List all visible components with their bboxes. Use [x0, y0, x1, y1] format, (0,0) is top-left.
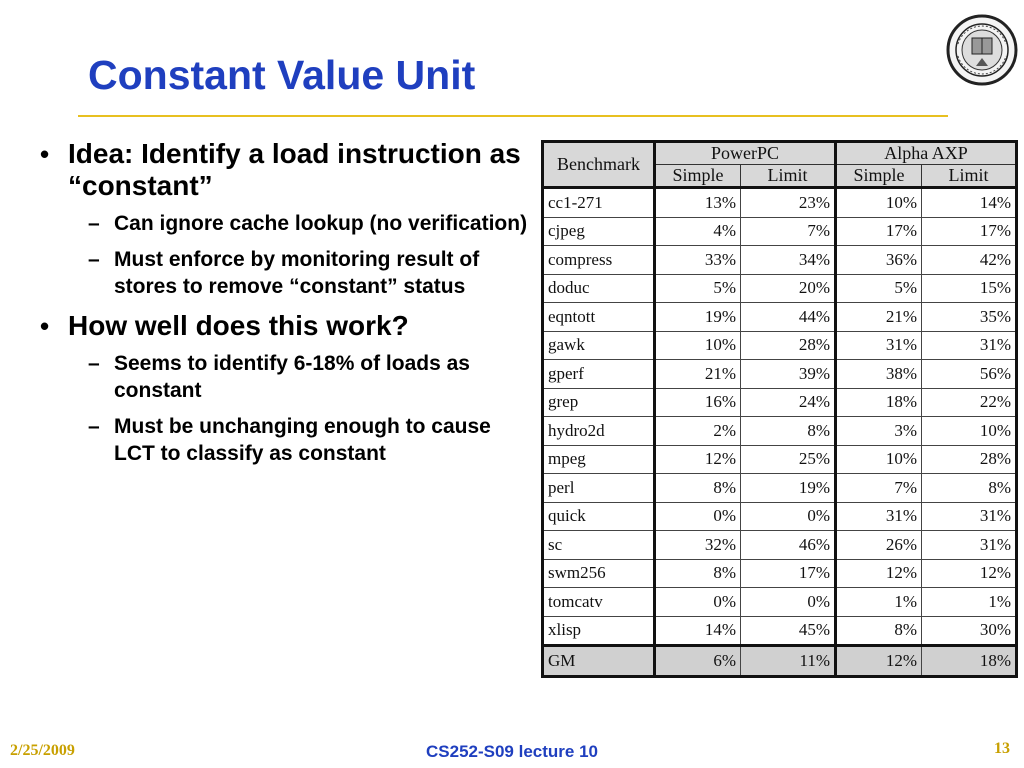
powerpc-limit-cell: 0% [741, 588, 836, 617]
footer-date: 2/25/2009 [10, 742, 75, 759]
alpha-simple-cell: 12% [836, 646, 922, 677]
benchmark-name-cell: eqntott [543, 303, 655, 332]
alpha-simple-cell: 31% [836, 502, 922, 531]
powerpc-simple-cell: 16% [655, 388, 741, 417]
bullet-text: Idea: Identify a load instruction as “constant” [68, 138, 521, 201]
sub-bullet-glyph: – [88, 352, 100, 375]
header-powerpc-limit: Limit [741, 165, 836, 188]
alpha-limit-cell: 42% [922, 246, 1017, 275]
alpha-simple-cell: 7% [836, 474, 922, 503]
benchmark-name-cell: GM [543, 646, 655, 677]
table-group-header-row [543, 142, 1017, 165]
powerpc-simple-cell: 19% [655, 303, 741, 332]
table-row [543, 559, 1017, 588]
alpha-limit-cell: 10% [922, 417, 1017, 446]
sub-bullet-list [68, 350, 530, 467]
header-benchmark: Benchmark [543, 142, 655, 188]
table-row [543, 360, 1017, 389]
powerpc-limit-cell: 25% [741, 445, 836, 474]
table-row [543, 217, 1017, 246]
benchmark-name-cell: xlisp [543, 616, 655, 646]
university-seal-icon [946, 14, 1018, 86]
powerpc-limit-cell: 39% [741, 360, 836, 389]
alpha-limit-cell: 31% [922, 502, 1017, 531]
benchmark-name-cell: sc [543, 531, 655, 560]
powerpc-simple-cell: 4% [655, 217, 741, 246]
powerpc-limit-cell: 44% [741, 303, 836, 332]
powerpc-simple-cell: 10% [655, 331, 741, 360]
sub-bullet-item [68, 413, 530, 467]
sub-bullet-text: Can ignore cache lookup (no verification) [114, 212, 528, 235]
powerpc-simple-cell: 5% [655, 274, 741, 303]
table-row [543, 246, 1017, 275]
table-row [543, 445, 1017, 474]
table-row [543, 388, 1017, 417]
alpha-limit-cell: 15% [922, 274, 1017, 303]
alpha-limit-cell: 28% [922, 445, 1017, 474]
bullet-glyph: • [40, 139, 50, 169]
alpha-simple-cell: 38% [836, 360, 922, 389]
alpha-simple-cell: 10% [836, 188, 922, 218]
sub-bullet-item [68, 246, 530, 300]
alpha-simple-cell: 36% [836, 246, 922, 275]
sub-bullet-item [68, 350, 530, 404]
powerpc-limit-cell: 11% [741, 646, 836, 677]
alpha-simple-cell: 26% [836, 531, 922, 560]
powerpc-simple-cell: 0% [655, 588, 741, 617]
table-row [543, 188, 1017, 218]
bullet-glyph: • [40, 311, 50, 341]
alpha-limit-cell: 1% [922, 588, 1017, 617]
sub-bullet-item [68, 210, 530, 237]
powerpc-limit-cell: 0% [741, 502, 836, 531]
alpha-limit-cell: 31% [922, 531, 1017, 560]
alpha-limit-cell: 18% [922, 646, 1017, 677]
bullet-list [38, 138, 530, 477]
alpha-limit-cell: 12% [922, 559, 1017, 588]
sub-bullet-glyph: – [88, 248, 100, 271]
powerpc-limit-cell: 28% [741, 331, 836, 360]
alpha-simple-cell: 31% [836, 331, 922, 360]
alpha-limit-cell: 31% [922, 331, 1017, 360]
powerpc-limit-cell: 24% [741, 388, 836, 417]
alpha-simple-cell: 10% [836, 445, 922, 474]
table-row [543, 303, 1017, 332]
benchmark-name-cell: tomcatv [543, 588, 655, 617]
powerpc-simple-cell: 12% [655, 445, 741, 474]
alpha-limit-cell: 35% [922, 303, 1017, 332]
alpha-simple-cell: 12% [836, 559, 922, 588]
table-row [543, 331, 1017, 360]
benchmark-name-cell: hydro2d [543, 417, 655, 446]
header-group-alpha: Alpha AXP [836, 142, 1017, 165]
benchmark-name-cell: swm256 [543, 559, 655, 588]
benchmark-name-cell: doduc [543, 274, 655, 303]
bullet-item [38, 138, 530, 300]
sub-bullet-glyph: – [88, 415, 100, 438]
table-body [543, 188, 1017, 677]
powerpc-limit-cell: 45% [741, 616, 836, 646]
table-row [543, 531, 1017, 560]
alpha-limit-cell: 8% [922, 474, 1017, 503]
table-row [543, 588, 1017, 617]
powerpc-limit-cell: 20% [741, 274, 836, 303]
alpha-limit-cell: 22% [922, 388, 1017, 417]
powerpc-simple-cell: 32% [655, 531, 741, 560]
header-powerpc-simple: Simple [655, 165, 741, 188]
footer-page-number: 13 [994, 740, 1010, 757]
alpha-simple-cell: 21% [836, 303, 922, 332]
sub-bullet-text: Must enforce by monitoring result of stores to remove “constant” status [114, 248, 480, 298]
alpha-simple-cell: 17% [836, 217, 922, 246]
alpha-simple-cell: 8% [836, 616, 922, 646]
powerpc-simple-cell: 8% [655, 559, 741, 588]
header-alpha-limit: Limit [922, 165, 1017, 188]
benchmark-name-cell: gperf [543, 360, 655, 389]
benchmark-name-cell: gawk [543, 331, 655, 360]
alpha-limit-cell: 56% [922, 360, 1017, 389]
bullet-text: How well does this work? [68, 310, 409, 341]
benchmark-name-cell: cjpeg [543, 217, 655, 246]
sub-bullet-text: Seems to identify 6-18% of loads as constant [114, 352, 470, 402]
benchmark-name-cell: perl [543, 474, 655, 503]
header-alpha-simple: Simple [836, 165, 922, 188]
table-row [543, 474, 1017, 503]
powerpc-simple-cell: 2% [655, 417, 741, 446]
benchmark-name-cell: compress [543, 246, 655, 275]
slide-title: Constant Value Unit [88, 52, 476, 98]
sub-bullet-text: Must be unchanging enough to cause LCT to classify as constant [114, 415, 491, 465]
alpha-simple-cell: 5% [836, 274, 922, 303]
powerpc-limit-cell: 19% [741, 474, 836, 503]
powerpc-simple-cell: 13% [655, 188, 741, 218]
header-group-powerpc: PowerPC [655, 142, 836, 165]
powerpc-limit-cell: 23% [741, 188, 836, 218]
table-row [543, 274, 1017, 303]
powerpc-limit-cell: 8% [741, 417, 836, 446]
benchmark-name-cell: mpeg [543, 445, 655, 474]
bullet-item [38, 310, 530, 467]
powerpc-simple-cell: 6% [655, 646, 741, 677]
table-row [543, 502, 1017, 531]
sub-bullet-list [68, 210, 530, 300]
table-row [543, 616, 1017, 646]
sub-bullet-glyph: – [88, 212, 100, 235]
powerpc-simple-cell: 21% [655, 360, 741, 389]
title-underline [78, 115, 948, 117]
alpha-limit-cell: 14% [922, 188, 1017, 218]
benchmark-table [541, 140, 1018, 678]
alpha-limit-cell: 30% [922, 616, 1017, 646]
table-summary-row [543, 646, 1017, 677]
powerpc-limit-cell: 46% [741, 531, 836, 560]
powerpc-simple-cell: 0% [655, 502, 741, 531]
powerpc-simple-cell: 33% [655, 246, 741, 275]
powerpc-simple-cell: 8% [655, 474, 741, 503]
powerpc-limit-cell: 17% [741, 559, 836, 588]
powerpc-simple-cell: 14% [655, 616, 741, 646]
benchmark-name-cell: quick [543, 502, 655, 531]
alpha-simple-cell: 1% [836, 588, 922, 617]
alpha-simple-cell: 3% [836, 417, 922, 446]
table-row [543, 417, 1017, 446]
benchmark-name-cell: grep [543, 388, 655, 417]
powerpc-limit-cell: 34% [741, 246, 836, 275]
benchmark-name-cell: cc1-271 [543, 188, 655, 218]
alpha-simple-cell: 18% [836, 388, 922, 417]
alpha-limit-cell: 17% [922, 217, 1017, 246]
powerpc-limit-cell: 7% [741, 217, 836, 246]
footer-course: CS252-S09 lecture 10 [426, 742, 598, 761]
